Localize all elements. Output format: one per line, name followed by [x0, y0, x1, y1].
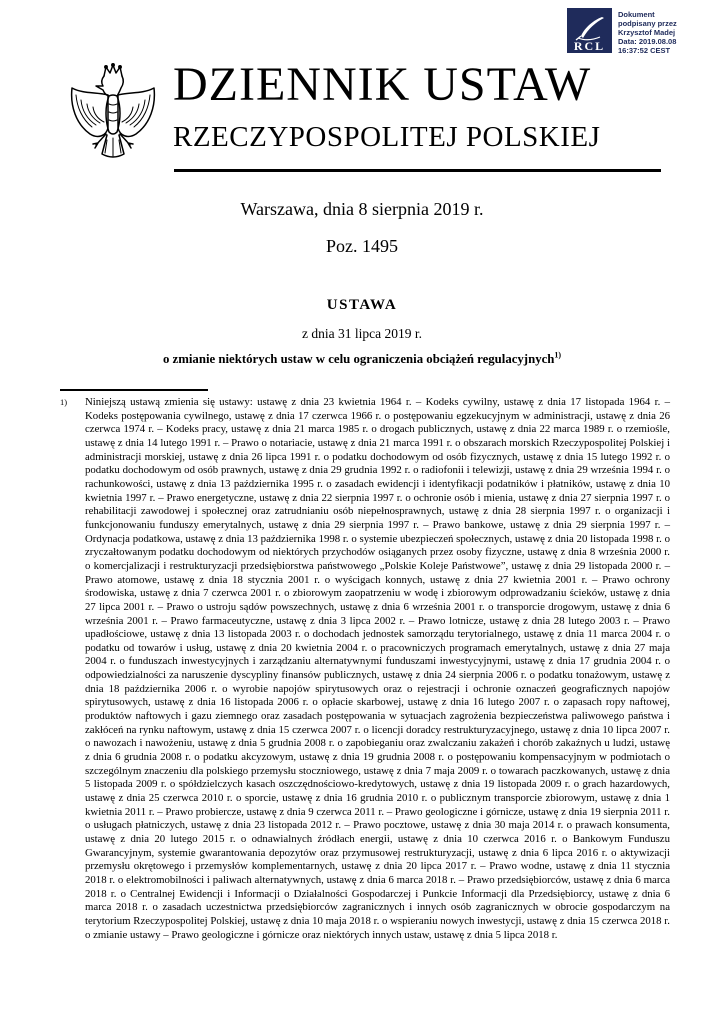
- position-number: Poz. 1495: [326, 236, 398, 256]
- journal-title: DZIENNIK USTAW: [173, 58, 592, 111]
- rcl-logo-label: RCL: [573, 39, 606, 53]
- signature-stamp-text: [618, 8, 677, 55]
- footnote-rule: [60, 389, 208, 391]
- act-type-heading: USTAWA: [326, 297, 398, 313]
- stamp-line: Dokument: [618, 10, 655, 19]
- stamp-line: podpisany przez: [618, 19, 677, 28]
- stamp-line: 16:37:52 CEST: [618, 46, 671, 55]
- rcl-logo: [567, 8, 612, 53]
- place-and-date: Warszawa, dnia 8 sierpnia 2019 r.: [240, 199, 484, 219]
- act-title-text: o zmianie niektórych ustaw w celu ograniczenia obciążeń regulacyjnych: [162, 352, 555, 366]
- footnote-text: Niniejszą ustawą zmienia się ustawy: ustawę z dnia 23 kwietnia 1964 r. – Kodeks cywilny, ustawę z dnia 17 listopada 1964 r. – Kodeks postępowania cywilnego, ustawę z dnia 17 czerwca 1966 r. o postępowaniu egzekucyjnym w administracji, ustawę z dnia 26 czerwca 1974 r. – Kodeks pracy, ustawę z dnia 21 marca 1985 r. o drogach publicznych, ustawę z dnia 22 marca 1989 r. o rzemiośle, ustawę z dnia 14 lutego 1991 r. – Prawo o notariacie, ustawę z dnia 21 marca 1991 r. o obszarach morskich Rzeczypospolitej Polskiej i administracji morskiej, ustawę z dnia 26 lipca 1991 r. o podatku dochodowym od osób fizycznych, ustawę z dnia 15 lutego 1992 r. o podatku dochodowym od osób prawnych, ustawę z dnia 29 grudnia 1992 r. o radiofonii i telewizji, ustawę z dnia 29 września 1994 r. o rachunkowości, ustawę z dnia 13 października 1995 r. o zasadach ewidencji i identyfikacji podatników i płatników, ustawę z dnia 10 kwietnia 1997 r. – Prawo energetyczne, ustawę z dnia 22 sierpnia 1997 r. o ochronie osób i mienia, ustawę z dnia 27 sierpnia 1997 r. o rehabilitacji zawodowej i społecznej oraz zatrudnianiu osób niepełnosprawnych, ustawę z dnia 28 sierpnia 1997 r. o organizacji i funkcjonowaniu funduszy emerytalnych, ustawę z dnia 29 sierpnia 1997 r. – Prawo bankowe, ustawę z dnia 29 sierpnia 1997 r. – Ordynacja podatkowa, ustawę z dnia 13 października 1998 r. o systemie ubezpieczeń społecznych, ustawę z dnia 20 listopada 1998 r. o zryczałtowanym podatku dochodowym od niektórych przychodów osiąganych przez osoby fizyczne, ustawę z dnia 8 września 2000 r. o komercjalizacji i restrukturyzacji przedsiębiorstwa państwowego „Polskie Koleje Państwowe”, ustawę z dnia 29 listopada 2000 r. – Prawo atomowe, ustawę z dnia 18 stycznia 2001 r. o wyścigach konnych, ustawę z dnia 27 kwietnia 2001 r. – Prawo ochrony środowiska, ustawę z dnia 7 czerwca 2001 r. o zbiorowym zaopatrzeniu w wodę i zbiorowym odprowadzaniu ścieków, ustawę z dnia 27 lipca 2001 r. – Prawo o ustroju sądów powszechnych, ustawę z dnia 6 września 2001 r. o transporcie drogowym, ustawę z dnia 6 września 2001 r. – Prawo farmaceutyczne, ustawę z dnia 3 lipca 2002 r. – Prawo lotnicze, ustawę z dnia 28 lutego 2003 r. – Prawo upadłościowe, ustawę z dnia 13 listopada 2003 r. o dochodach jednostek samorządu terytorialnego, ustawę z dnia 11 marca 2004 r. o podatku od towarów i usług, ustawę z dnia 20 kwietnia 2004 r. o pracowniczych programach emerytalnych, ustawę z dnia 27 maja 2004 r. o funduszach inwestycyjnych i zarządzaniu alternatywnymi funduszami inwestycyjnymi, ustawę z dnia 17 grudnia 2004 r. o odpowiedzialności za naruszenie dyscypliny finansów publicznych, ustawę z dnia 24 sierpnia 2006 r. o podatku tonażowym, ustawę z dnia 18 października 2006 r. o wyrobie napojów spirytusowych oraz o rejestracji i ochronie oznaczeń geograficznych napojów spirytusowych, ustawę z dnia 16 listopada 2006 r. o opłacie skarbowej, ustawę z dnia 16 lutego 2007 r. o zapasach ropy naftowej, produktów naftowych i gazu ziemnego oraz zasadach postępowania w sytuacjach zagrożenia bezpieczeństwa paliwowego państwa i zakłóceń na rynku naftowym, ustawę z dnia 15 czerwca 2007 r. o licencji doradcy restrukturyzacyjnego, ustawę z dnia 10 lipca 2007 r. o nawozach i nawożeniu, ustawę z dnia 5 grudnia 2008 r. o zapobieganiu oraz zwalczaniu zakażeń i chorób zakaźnych u ludzi, ustawę z dnia 6 grudnia 2008 r. o podatku akcyzowym, ustawę z dnia 19 grudnia 2008 r. o postępowaniu kompensacyjnym w podmiotach o szczególnym znaczeniu dla polskiego przemysłu stoczniowego, ustawę z dnia 7 maja 2009 r. o towarach paczkowanych, ustawę z dnia 5 listopada 2009 r. o spółdzielczych kasach oszczędnościowo-kredytowych, ustawę z dnia 19 listopada 2009 r. o grach hazardowych, ustawę z dnia 25 czerwca 2010 r. o sporcie, ustawę z dnia 16 grudnia 2010 r. o publicznym transporcie zbiorowym, ustawę z dnia 1 kwietnia 2011 r. – Prawo probiercze, ustawę z dnia 9 czerwca 2011 r. – Prawo geologiczne i górnicze, ustawę z dnia 19 sierpnia 2011 r. o usługach płatniczych, ustawę z dnia 23 listopada 2012 r. – Prawo pocztowe, ustawę z dnia 30 maja 2014 r. o prawach konsumenta, ustawę z dnia 20 lutego 2015 r. o odnawialnych źródłach energii, ustawę z dnia 10 czerwca 2016 r. o Bankowym Funduszu Gwarancyjnym, systemie gwarantowania depozytów oraz przymusowej restrukturyzacji, ustawę z dnia 6 lipca 2016 r. o aktywizacji przemysłu okrętowego i przemysłów komplementarnych, ustawę z dnia 20 lipca 2017 r. – Prawo wodne, ustawę z dnia 11 stycznia 2018 r. o elektromobilności i paliwach alternatywnych, ustawę z dnia 6 marca 2018 r. – Prawo przedsiębiorców, ustawę z dnia 6 marca 2018 r. o Centralnej Ewidencji i Informacji o Działalności Gospodarczej i Punkcie Informacji dla Przedsiębiorcy, ustawę z dnia 6 marca 2018 r. o zasadach uczestnictwa przedsiębiorców zagranicznych i innych osób zagranicznych w obrocie gospodarczym na terytorium Rzeczypospolitej Polskiej, ustawę z dnia 10 maja 2018 r. o wspieraniu nowych inwestycji, ustawę z dnia 15 czerwca 2018 r. o zmianie ustawy – Prawo geologiczne i górnicze oraz niektórych innych ustaw, ustawę z dnia 5 lipca 2018 r.: [85, 396, 670, 941]
- stamp-line: Krzysztof Madej: [618, 28, 676, 37]
- footnote-marker: 1): [60, 396, 68, 407]
- journal-subtitle: RZECZYPOSPOLITEJ POLSKIEJ: [173, 121, 601, 153]
- act-date-line: z dnia 31 lipca 2019 r.: [302, 326, 422, 341]
- quill-icon: [570, 15, 610, 39]
- masthead-rule: [174, 169, 661, 172]
- polish-eagle-emblem-icon: [62, 62, 164, 168]
- signature-stamp: [567, 8, 677, 55]
- act-title: [0, 352, 724, 367]
- stamp-line: Data: 2019.08.08: [618, 37, 677, 46]
- act-title-footnote-ref: 1): [554, 350, 562, 360]
- footnote-block: [60, 396, 670, 942]
- masthead: [173, 58, 662, 154]
